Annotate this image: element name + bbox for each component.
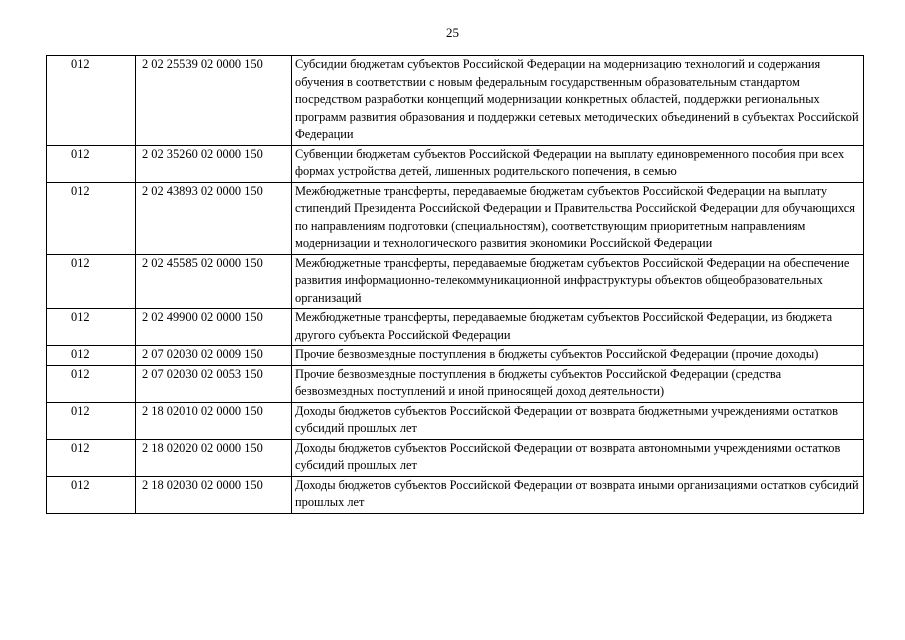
table-row [47,476,864,513]
revenue-name-cell: Доходы бюджетов субъектов Российской Федерации от возврата бюджетными учреждениями остатков субсидий прошлых лет [292,402,864,439]
budget-code-cell: 2 07 02030 02 0009 150 [136,346,292,366]
revenue-name-cell: Межбюджетные трансферты, передаваемые бюджетам субъектов Российской Федерации на выплату стипендий Президента Российской Федерации и Правительства Российской Федерации для обучающихся по направлениям подготовки (специальностям), соответствующим приоритетным направлениям модернизации и технологического развития экономики Российской Федерации [292,182,864,254]
admin-code-cell: 012 [47,346,136,366]
table-row [47,365,864,402]
admin-code-cell: 012 [47,365,136,402]
table-row [47,402,864,439]
revenue-classification-table [46,55,864,514]
revenue-name-cell: Межбюджетные трансферты, передаваемые бюджетам субъектов Российской Федерации, из бюджета другого субъекта Российской Федерации [292,309,864,346]
admin-code-cell: 012 [47,182,136,254]
budget-code-cell: 2 02 35260 02 0000 150 [136,145,292,182]
admin-code-cell: 012 [47,439,136,476]
budget-code-cell: 2 18 02020 02 0000 150 [136,439,292,476]
admin-code-cell: 012 [47,145,136,182]
revenue-name-cell: Субсидии бюджетам субъектов Российской Федерации на модернизацию технологий и содержания обучения в соответствии с новым федеральным государственным образовательным стандартом посредством разработки концепций модернизации конкретных областей, поддержки региональных программ развития образования и поддержки сетевых методических объединений в субъектах Российской Федерации [292,56,864,146]
budget-code-cell: 2 02 45585 02 0000 150 [136,254,292,309]
budget-code-cell: 2 02 49900 02 0000 150 [136,309,292,346]
budget-code-cell: 2 02 43893 02 0000 150 [136,182,292,254]
revenue-name-cell: Межбюджетные трансферты, передаваемые бюджетам субъектов Российской Федерации на обеспечение развития информационно-телекоммуникационной инфраструктуры объектов общеобразовательных организаций [292,254,864,309]
revenue-name-cell: Прочие безвозмездные поступления в бюджеты субъектов Российской Федерации (прочие доходы) [292,346,864,366]
page-number: 25 [446,25,459,40]
table-row [47,439,864,476]
table-row [47,182,864,254]
table-row [47,56,864,146]
admin-code-cell: 012 [47,56,136,146]
budget-code-cell: 2 02 25539 02 0000 150 [136,56,292,146]
table-body [47,56,864,514]
revenue-name-cell: Доходы бюджетов субъектов Российской Федерации от возврата автономными учреждениями остатков субсидий прошлых лет [292,439,864,476]
table-row [47,254,864,309]
budget-code-cell: 2 18 02030 02 0000 150 [136,476,292,513]
revenue-name-cell: Прочие безвозмездные поступления в бюджеты субъектов Российской Федерации (средства безвозмездных поступлений и иной приносящей доход деятельности) [292,365,864,402]
table-row [47,346,864,366]
revenue-name-cell: Субвенции бюджетам субъектов Российской Федерации на выплату единовременного пособия при всех формах устройства детей, лишенных родительского попечения, в семью [292,145,864,182]
admin-code-cell: 012 [47,309,136,346]
budget-code-cell: 2 18 02010 02 0000 150 [136,402,292,439]
table-row [47,309,864,346]
budget-code-cell: 2 07 02030 02 0053 150 [136,365,292,402]
table-row [47,145,864,182]
revenue-name-cell: Доходы бюджетов субъектов Российской Федерации от возврата иными организациями остатков субсидий прошлых лет [292,476,864,513]
admin-code-cell: 012 [47,254,136,309]
admin-code-cell: 012 [47,402,136,439]
admin-code-cell: 012 [47,476,136,513]
